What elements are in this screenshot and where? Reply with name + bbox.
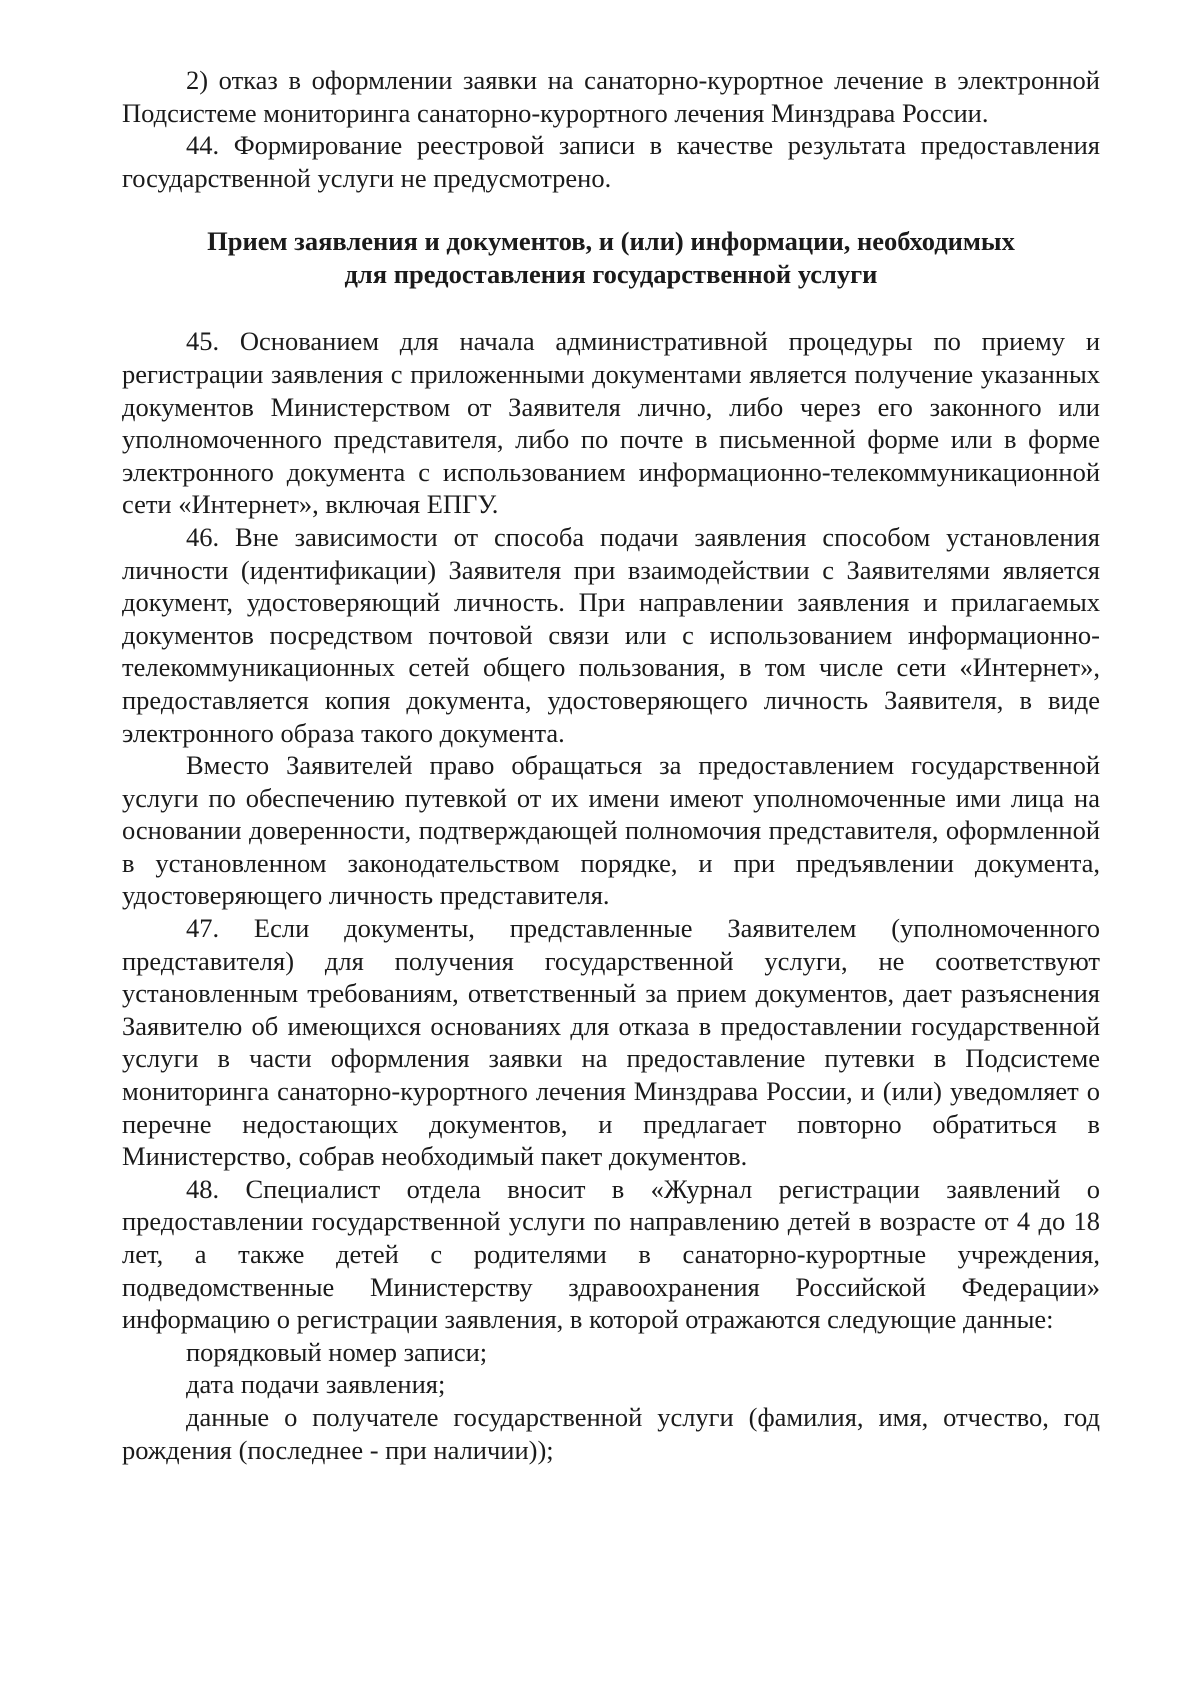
section-heading-line-2: для предоставления государственной услуги	[344, 259, 878, 290]
paragraph-48: 48. Специалист отдела вносит в «Журнал регистрации заявлений о предоставлении государственной услуги по направлению детей в возрасте от 4 до 18 лет, а также детей с родителями в санаторно-курортные учреждения, подведомственные Министерству здравоохранения Российской Федерации» информацию о регистрации заявления, в которой отражаются следующие данные:	[122, 1173, 1100, 1335]
paragraph-representatives: Вместо Заявителей право обращаться за предоставлением государственной услуги по обеспечению путевкой от их имени имеют уполномоченные ими лица на основании доверенности, подтверждающей полномочия представителя, оформленной в установленном законодательством порядке, и при предъявлении документа, удостоверяющего личность представителя.	[122, 750, 1100, 911]
list-item-application-date: дата подачи заявления;	[186, 1369, 446, 1400]
intro-paragraph-44: 44. Формирование реестровой записи в качестве результата предоставления государственной услуги не предусмотрено.	[122, 130, 1100, 193]
intro-paragraph-refusal: 2) отказ в оформлении заявки на санаторно-курортное лечение в электронной Подсистеме мониторинга санаторно-курортного лечения Минздрава России.	[122, 65, 1100, 128]
paragraph-46: 46. Вне зависимости от способа подачи заявления способом установления личности (идентификации) Заявителя при взаимодействии с Заявителями является документ, удостоверяющий личность. При направлении заявления и прилагаемых документов посредством почтовой связи или с использованием информационно-телекоммуникационных сетей общего пользования, в том числе сети «Интернет», предоставляется копия документа, удостоверяющего личность Заявителя, в виде электронного образа такого документа.	[122, 521, 1100, 748]
document-page	[122, 64, 1100, 1466]
paragraph-47: 47. Если документы, представленные Заявителем (уполномоченного представителя) для получения государственной услуги, не соответствуют установленным требованиям, ответственный за прием документов, дает разъяснения Заявителю об имеющихся основаниях для отказа в предоставлении государственной услуги в части оформления заявки на предоставление путевки в Подсистеме мониторинга санаторно-курортного лечения Минздрава России, и (или) уведомляет о перечне недостающих документов, и предлагает повторно обратиться в Министерство, собрав необходимый пакет документов.	[122, 913, 1100, 1172]
list-item-recipient-data: данные о получателе государственной услуги (фамилия, имя, отчество, год рождения (последнее - при наличии));	[122, 1401, 1100, 1465]
section-heading	[122, 225, 1100, 291]
paragraph-45: 45. Основанием для начала административной процедуры по приему и регистрации заявления с приложенными документами является получение указанных документов Министерством от Заявителя лично, либо через его законного или уполномоченного представителя, либо по почте в письменной форме или в форме электронного документа с использованием информационно-телекоммуникационной сети «Интернет», включая ЕПГУ.	[122, 326, 1100, 520]
list-item-record-number: порядковый номер записи;	[186, 1336, 488, 1367]
section-heading-line-1: Прием заявления и документов, и (или) информации, необходимых	[207, 226, 1015, 257]
